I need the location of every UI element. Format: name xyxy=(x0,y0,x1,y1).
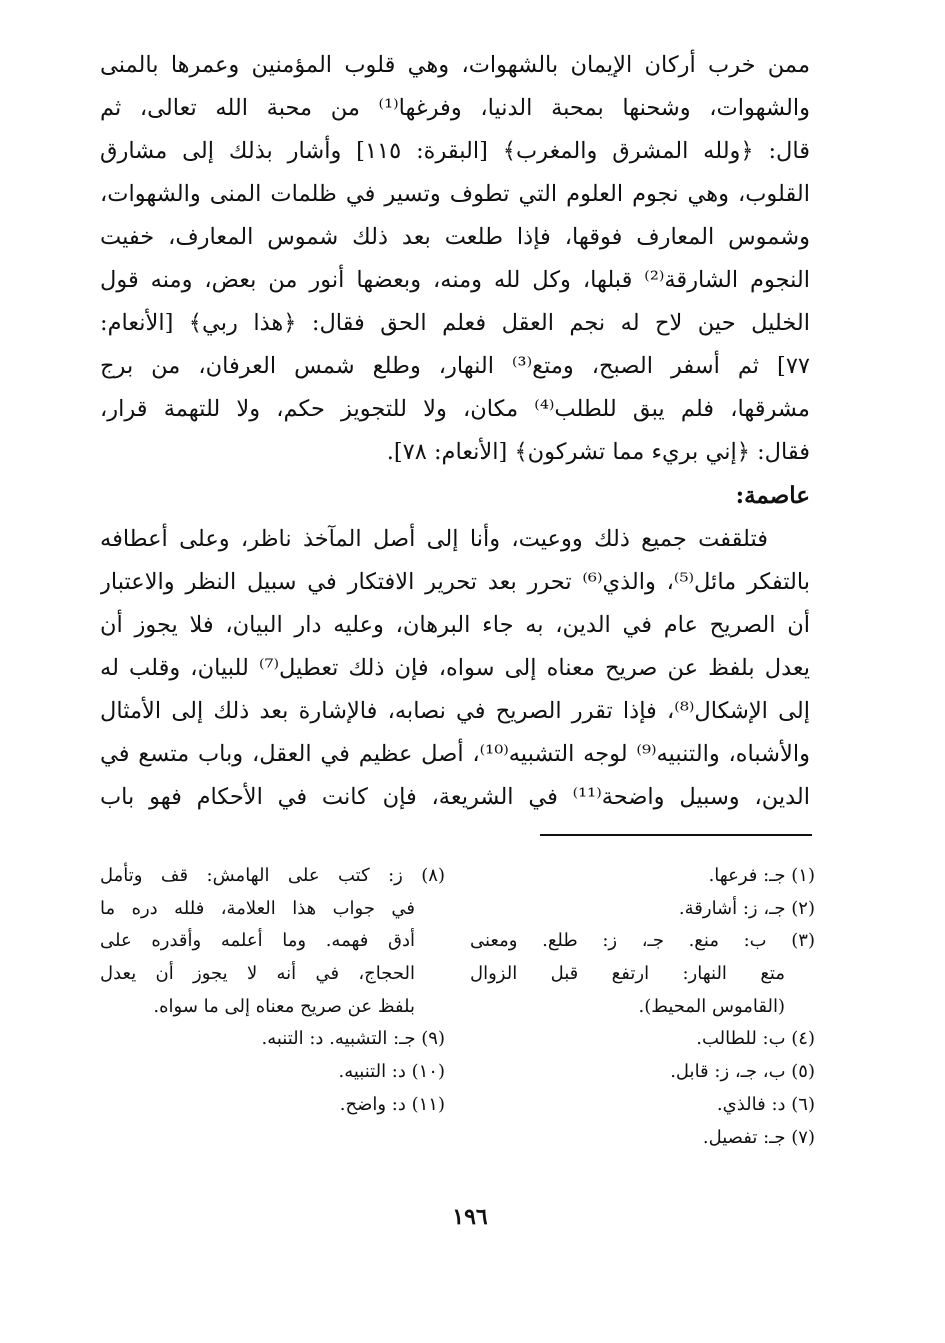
text-line: فقال: ﴿إني بريء مما تشركون﴾ [الأنعام: ٧٨]. xyxy=(386,439,810,465)
footnote-continuation: في جواب هذا العلامة، فلله دره ما xyxy=(100,897,415,919)
footnote-continuation: أدق فهمه. وما أعلمه وأقدره على xyxy=(100,930,415,952)
paragraph-2 xyxy=(100,518,810,819)
footnote: (٢) جـ، ز: أشارقة. xyxy=(678,897,815,919)
text-line: وشموس المعارف فوقها، فإذا طلعت بعد ذلك شموس المعارف، خفيت xyxy=(100,224,810,250)
footnote-continuation: (القاموس المحيط). xyxy=(638,995,785,1017)
footnote: (٥) ب، جـ، ز: قابل. xyxy=(670,1061,815,1083)
footnote: (٨) ز: كتب على الهامش: قف وتأمل xyxy=(100,865,445,886)
text-line: إلى الإشكال⁽⁸⁾، فإذا تقرر الصريح في نصابه، فالإشارة بعد ذلك إلى الأمثال xyxy=(100,698,810,724)
footnote-continuation: بلفظ عن صريح معناه إلى ما سواه. xyxy=(153,995,415,1017)
paragraph-1 xyxy=(100,44,810,474)
page-number: ١٩٦ xyxy=(452,1204,488,1230)
text-line: فتلقفت جميع ذلك ووعيت، وأنا إلى أصل المآخذ ناظر، وعلى أعطافه xyxy=(100,526,768,552)
text-line: النجوم الشارقة⁽²⁾ قبلها، وكل لله ومنه، وبعضها أنور من بعض، ومنه قول xyxy=(100,267,810,293)
text-line: يعدل بلفظ عن صريح معناه إلى سواه، فإن ذلك تعطيل⁽⁷⁾ للبيان، وقلب له xyxy=(100,655,810,681)
footnote: (٤) ب: للطالب. xyxy=(696,1028,815,1050)
main-text xyxy=(100,44,810,819)
footnotes-left-column xyxy=(100,860,445,1122)
text-line: القلوب، وهي نجوم العلوم التي تطوف وتسير في ظلمات المنى والشهوات، xyxy=(100,181,810,207)
section-heading: عاصمة: xyxy=(735,482,810,509)
footnote: (٦) د: فالذي. xyxy=(716,1093,815,1115)
text-line: والشهوات، وشحنها بمحبة الدنيا، وفرغها⁽¹⁾ من محبة الله تعالى، ثم xyxy=(100,95,810,121)
footnote: (١٠) د: التنبيه. xyxy=(338,1061,445,1083)
footnote: (١١) د: واضح. xyxy=(339,1093,445,1115)
footnote-continuation: متع النهار: ارتفع قبل الزوال xyxy=(470,963,785,985)
text-line: ممن خرب أركان الإيمان بالشهوات، وهي قلوب المؤمنين وعمرها بالمنى xyxy=(100,52,810,78)
text-line: ٧٧] ثم أسفر الصبح، ومتع⁽³⁾ النهار، وطلع شمس العرفان، من برج xyxy=(100,353,810,379)
footnote: (١) جـ: فرعها. xyxy=(708,865,815,886)
footnote-separator xyxy=(540,834,812,836)
footnote: (٧) جـ: تفصيل. xyxy=(702,1126,815,1148)
text-line: بالتفكر مائل⁽⁵⁾، والذي⁽⁶⁾ تحرر بعد تحرير الافتكار في سبيل النظر والاعتبار xyxy=(100,569,810,595)
footnote: (٩) جـ: التشبيه. د: التنبه. xyxy=(261,1028,445,1050)
text-line: قال: ﴿ولله المشرق والمغرب﴾ [البقرة: ١١٥] وأشار بذلك إلى مشارق xyxy=(100,138,810,164)
text-line: الخليل حين لاح له نجم العقل فعلم الحق فقال: ﴿هذا ربي﴾ [الأنعام: xyxy=(100,310,810,336)
text-line: الدين، وسبيل واضحة⁽¹¹⁾ في الشريعة، فإن كانت في الأحكام فهو باب xyxy=(100,784,810,810)
footnote-continuation: الحجاج، في أنه لا يجوز أن يعدل xyxy=(100,963,415,985)
footnotes-right-column xyxy=(470,860,815,1154)
text-line: أن الصريح عام في الدين، به جاء البرهان، وعليه دار البيان، فلا يجوز أن xyxy=(100,612,810,638)
text-line: والأشباه، والتنبيه⁽⁹⁾ لوجه التشبيه⁽¹⁰⁾، أصل عظيم في العقل، وباب متسع في xyxy=(100,741,810,767)
footnote: (٣) ب: منع. جـ، ز: طلع. ومعنى xyxy=(470,930,815,952)
text-line: مشرقها، فلم يبق للطلب⁽⁴⁾ مكان، ولا للتجويز حكم، ولا للتهمة قرار، xyxy=(100,396,810,422)
